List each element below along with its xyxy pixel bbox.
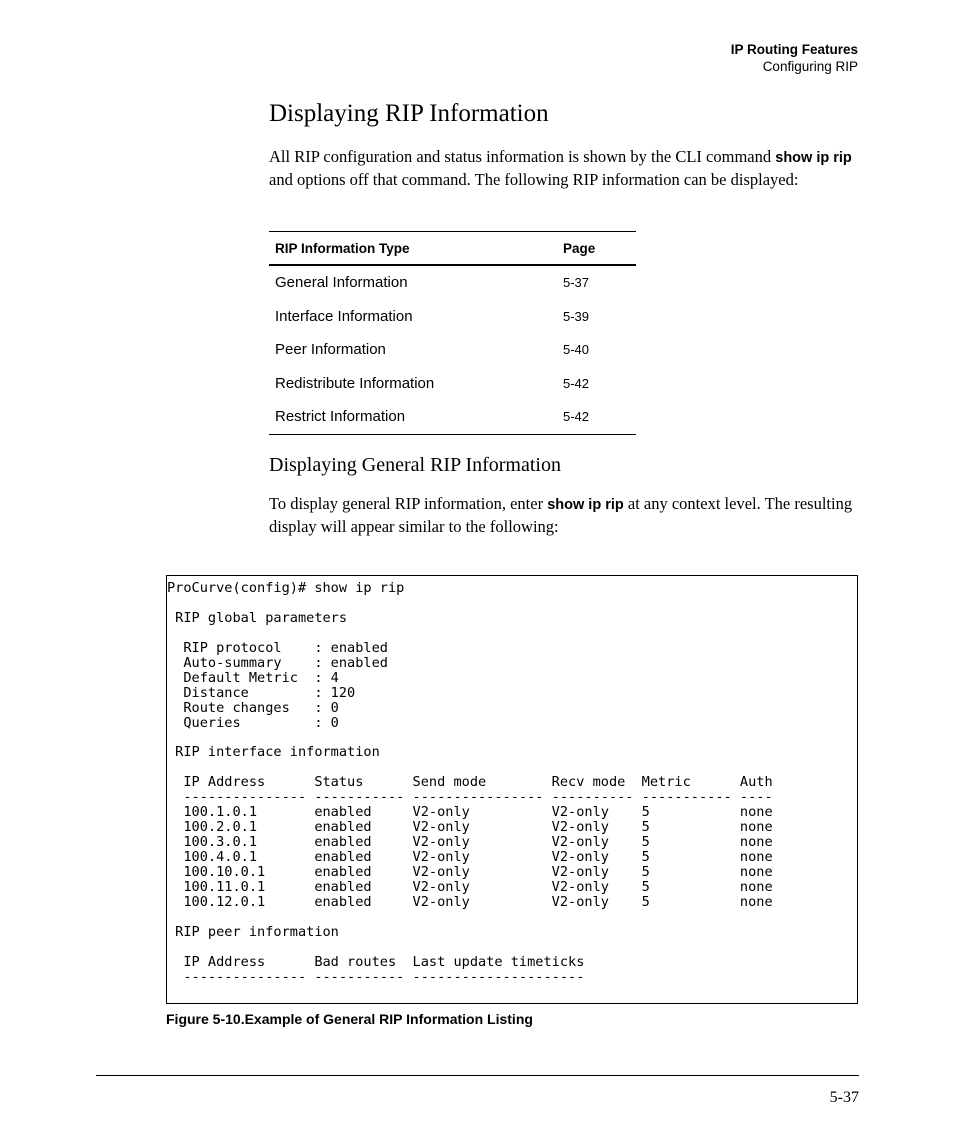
cli-output-line: Route changes : 0 [167, 699, 339, 716]
info-type-cell: Peer Information [275, 341, 386, 359]
column-header-type: RIP Information Type [269, 232, 557, 266]
page-ref-cell: 5-42 [563, 375, 590, 391]
running-header-section: IP Routing Features [730, 42, 858, 57]
column-header-page: Page [557, 232, 636, 266]
table-row [269, 300, 636, 334]
cli-output-screenshot [166, 575, 858, 1004]
cli-output-line: RIP interface information [167, 744, 380, 761]
table-row [269, 367, 636, 401]
intro-text-after: and options off that command. The following RIP information can be displayed: [269, 170, 799, 189]
general-text-after: at any context level. The resulting display will appear similar to the following: [269, 494, 853, 536]
figure-caption: Figure 5-10.Example of General RIP Information Listing [166, 1011, 533, 1027]
page-ref-cell: 5-40 [563, 342, 590, 358]
table-row [269, 333, 636, 367]
cli-output-line: --------------- ----------- --------------------- [167, 968, 585, 985]
running-header-subsection: Configuring RIP [762, 59, 858, 74]
cli-output-line: Default Metric : 4 [167, 669, 339, 686]
page-number: 5-37 [829, 1089, 859, 1106]
intro-command: show ip rip [775, 150, 852, 166]
page-ref-cell: 5-39 [563, 308, 590, 324]
cli-output-line: 100.10.0.1 enabled V2-only V2-only 5 none [167, 864, 773, 881]
intro-paragraph [269, 146, 869, 190]
info-type-cell: Restrict Information [269, 400, 557, 434]
page-title: Displaying RIP Information [269, 100, 549, 127]
page-ref-cell: 5-42 [557, 400, 636, 434]
info-type-cell: Interface Information [275, 307, 413, 325]
info-type-cell: Redistribute Information [275, 374, 435, 392]
section-subtitle: Displaying General RIP Information [269, 454, 561, 476]
intro-text-before: All RIP configuration and status information is shown by the CLI command [269, 147, 776, 166]
cli-output-line: RIP protocol : enabled [167, 639, 388, 656]
cli-output-line: 100.1.0.1 enabled V2-only V2-only 5 none [167, 804, 773, 821]
footer-rule [96, 1075, 859, 1076]
cli-output-line: --------------- ----------- ---------------- ---------- ----------- ---- [167, 789, 773, 806]
cli-output-line: IP Address Status Send mode Recv mode Metric Auth [167, 774, 773, 791]
cli-output-line: 100.3.0.1 enabled V2-only V2-only 5 none [167, 834, 773, 851]
rip-info-table [269, 231, 636, 435]
cli-output-line: Distance : 120 [167, 684, 356, 701]
cli-output-line: 100.2.0.1 enabled V2-only V2-only 5 none [167, 819, 773, 836]
cli-output-line: RIP global parameters [167, 609, 348, 626]
table-header-row [269, 232, 636, 266]
page-ref-cell: 5-37 [563, 275, 590, 291]
cli-output-line: ProCurve(config)# show ip rip [167, 580, 405, 596]
cli-output-line: IP Address Bad routes Last update timeticks [167, 953, 585, 970]
cli-output-line: Queries : 0 [167, 714, 339, 731]
info-type-cell: General Information [275, 274, 408, 292]
general-text-before: To display general RIP information, enter [269, 494, 548, 513]
cli-output-line: RIP peer information [167, 923, 339, 940]
general-command: show ip rip [547, 497, 624, 513]
cli-output-line: Auto-summary : enabled [167, 654, 388, 671]
table-row [269, 265, 636, 300]
cli-output-line: 100.11.0.1 enabled V2-only V2-only 5 none [167, 879, 773, 895]
cli-output-line: 100.12.0.1 enabled V2-only V2-only 5 none [167, 893, 773, 910]
general-paragraph [269, 493, 869, 537]
cli-output-line: 100.4.0.1 enabled V2-only V2-only 5 none [167, 849, 773, 866]
table-row [269, 400, 636, 434]
